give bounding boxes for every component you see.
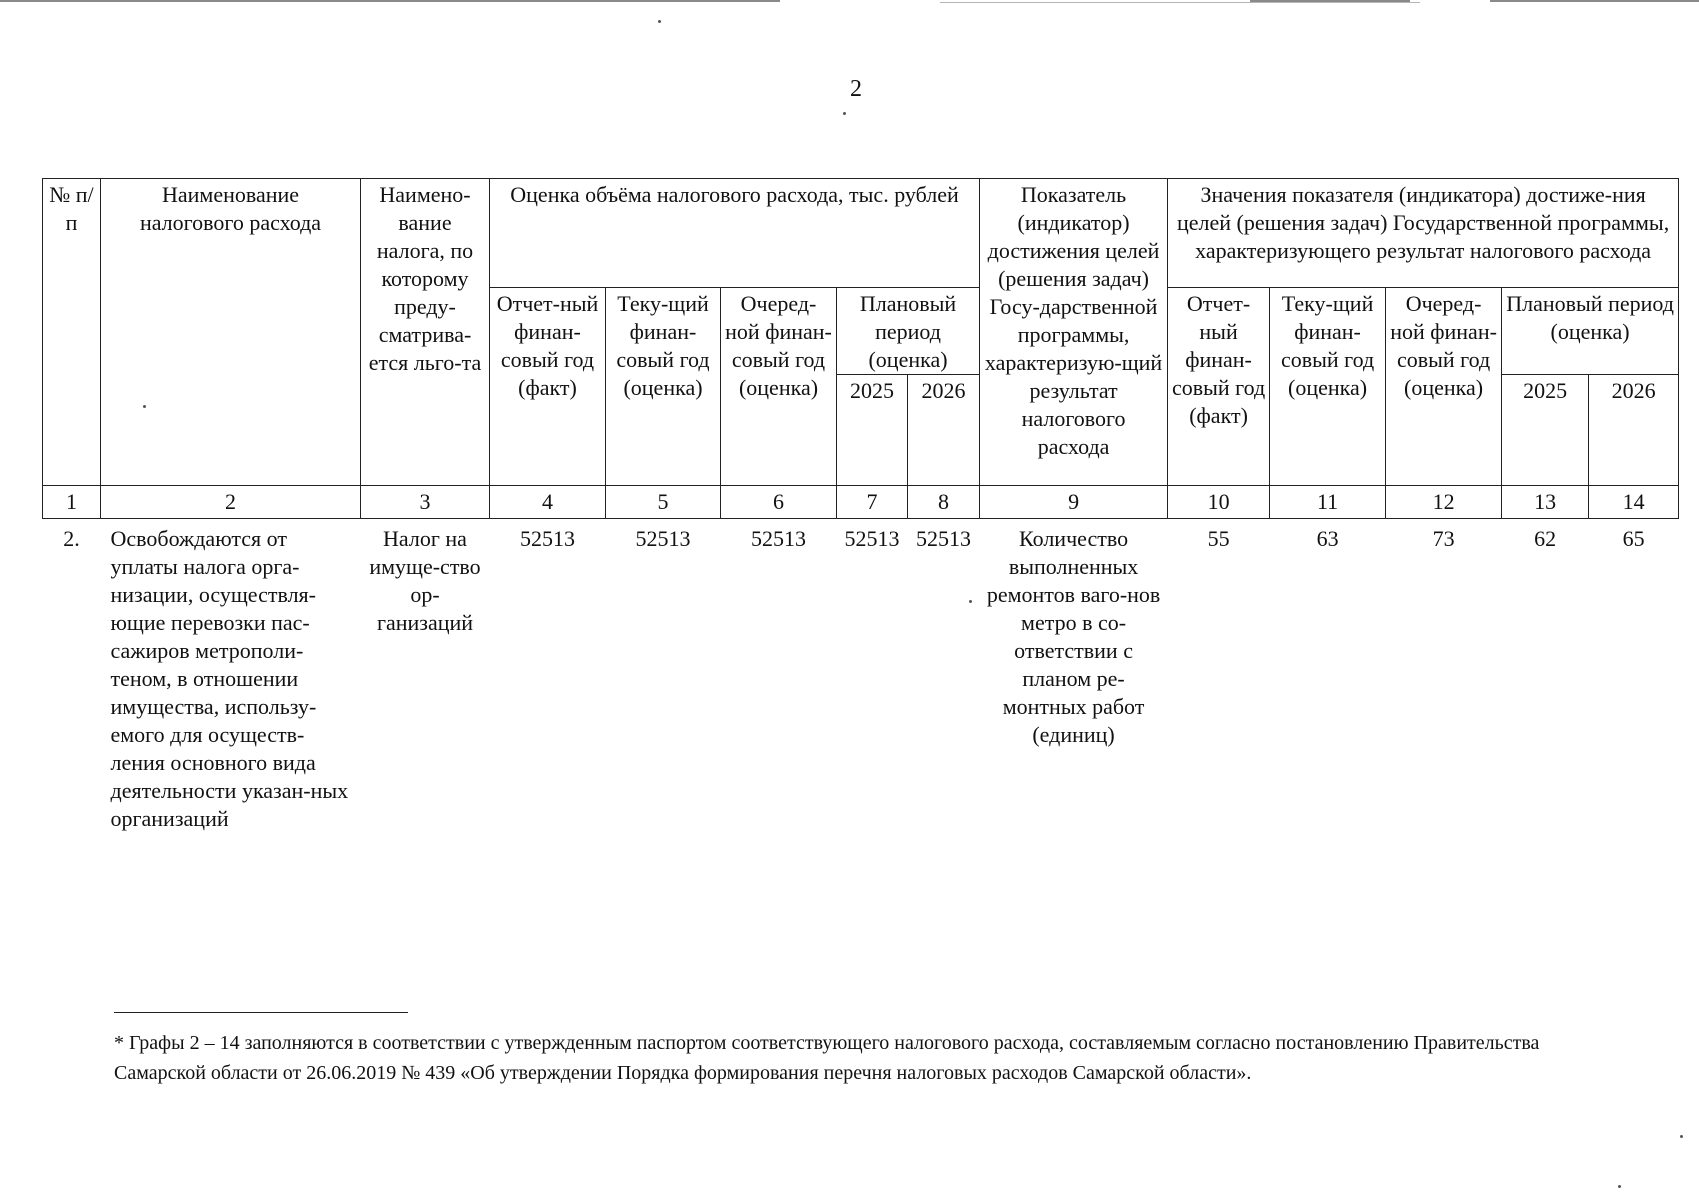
column-number: 11	[1270, 486, 1386, 519]
footnote: * Графы 2 – 14 заполняются в соответствии с утвержденным паспортом соответствующего налогового расхода, составляемым согласно постановлению Правительства Самарской области от 26.06.2019 № 439 «Об утверждении Порядка формирования перечня налоговых расходов Самарской области».	[114, 1032, 1540, 1084]
row-volume-current: 52513	[635, 526, 691, 551]
header-indicator: Показатель (индикатор) достижения целей (решения задач) Госу-дарственной программы, характеризую-щий результат налогового расхода	[980, 179, 1168, 486]
table-row	[43, 519, 1679, 834]
tax-expense-table	[42, 178, 1679, 833]
header-volume-current-estimate: Теку-щий финан-совый год (оценка)	[606, 288, 721, 486]
scan-edge-line	[940, 2, 1420, 3]
row-tax-name: Налог на имуще-ство ор-ганизаций	[369, 526, 481, 635]
scan-edge-line	[1490, 0, 1699, 2]
row-value-2026: 65	[1622, 526, 1645, 551]
header-volume-report-fact: Отчет-ный финан-совый год (факт)	[490, 288, 606, 486]
scan-edge-line	[1250, 0, 1410, 2]
row-volume-report: 52513	[520, 526, 575, 551]
header-number: № п/п	[43, 179, 101, 486]
row-value-2025: 62	[1534, 526, 1557, 551]
header-values-year-2025: 2025	[1502, 375, 1589, 486]
column-number: 10	[1168, 486, 1270, 519]
row-number: 2.	[63, 526, 80, 551]
row-value-report: 55	[1207, 526, 1230, 551]
scan-speck	[1680, 1135, 1683, 1138]
column-number: 4	[490, 486, 606, 519]
column-number: 8	[908, 486, 980, 519]
header-values-year-2026: 2026	[1589, 375, 1679, 486]
row-volume-2025: 52513	[844, 526, 900, 551]
row-value-next: 73	[1432, 526, 1455, 551]
row-volume-next: 52513	[751, 526, 806, 551]
column-number: 6	[721, 486, 837, 519]
column-number: 12	[1386, 486, 1502, 519]
header-values-next-estimate: Очеред-ной финан-совый год (оценка)	[1386, 288, 1502, 486]
scan-speck	[843, 112, 846, 115]
row-tax-expense-name: Освобождаются от уплаты налога орга-низации, осуществля-ющие перевозки пас-сажиров метрополи-теном, в отношении имущества, использу-емого для осуществ-ления основного вида деятельности указан-ных организаций	[110, 526, 349, 831]
column-number: 3	[361, 486, 490, 519]
column-number: 9	[980, 486, 1168, 519]
column-number: 7	[837, 486, 908, 519]
row-volume-2026: 52513	[916, 526, 972, 551]
header-indicator-values: Значения показателя (индикатора) достиже-ния целей (решения задач) Государственной программы, характеризующего результат налогового расхода	[1168, 179, 1679, 288]
header-values-current-estimate: Теку-щий финан-совый год (оценка)	[1270, 288, 1386, 486]
header-values-plan-period: Плановый период (оценка)	[1502, 288, 1679, 375]
footnote-divider	[114, 1012, 408, 1013]
header-volume-year-2025: 2025	[837, 375, 908, 486]
header-values-report-fact: Отчет-ный финан-совый год (факт)	[1168, 288, 1270, 486]
row-value-current: 63	[1316, 526, 1339, 551]
header-tax-expense-name: Наименование налогового расхода	[101, 179, 361, 486]
scan-speck	[1618, 1185, 1621, 1188]
column-number: 14	[1589, 486, 1679, 519]
scan-speck	[658, 20, 661, 23]
header-volume-plan-period: Плановый период (оценка)	[837, 288, 980, 375]
column-number: 13	[1502, 486, 1589, 519]
column-number: 1	[43, 486, 101, 519]
column-number-row	[43, 486, 1679, 519]
header-volume-estimate: Оценка объёма налогового расхода, тыс. рублей	[490, 179, 980, 288]
header-row-1	[43, 179, 1679, 288]
column-number: 5	[606, 486, 721, 519]
row-indicator: Количество выполненных ремонтов ваго-нов метро в со-ответствии с планом ре-монтных работ (единиц)	[986, 526, 1161, 747]
header-volume-year-2026: 2026	[908, 375, 980, 486]
header-tax-name: Наимено-вание налога, по которому преду-сматрива-ется льго-та	[361, 179, 490, 486]
header-volume-next-estimate: Очеред-ной финан-совый год (оценка)	[721, 288, 837, 486]
column-number: 2	[101, 486, 361, 519]
scan-edge-line	[0, 0, 780, 2]
page-number: 2	[850, 76, 862, 102]
